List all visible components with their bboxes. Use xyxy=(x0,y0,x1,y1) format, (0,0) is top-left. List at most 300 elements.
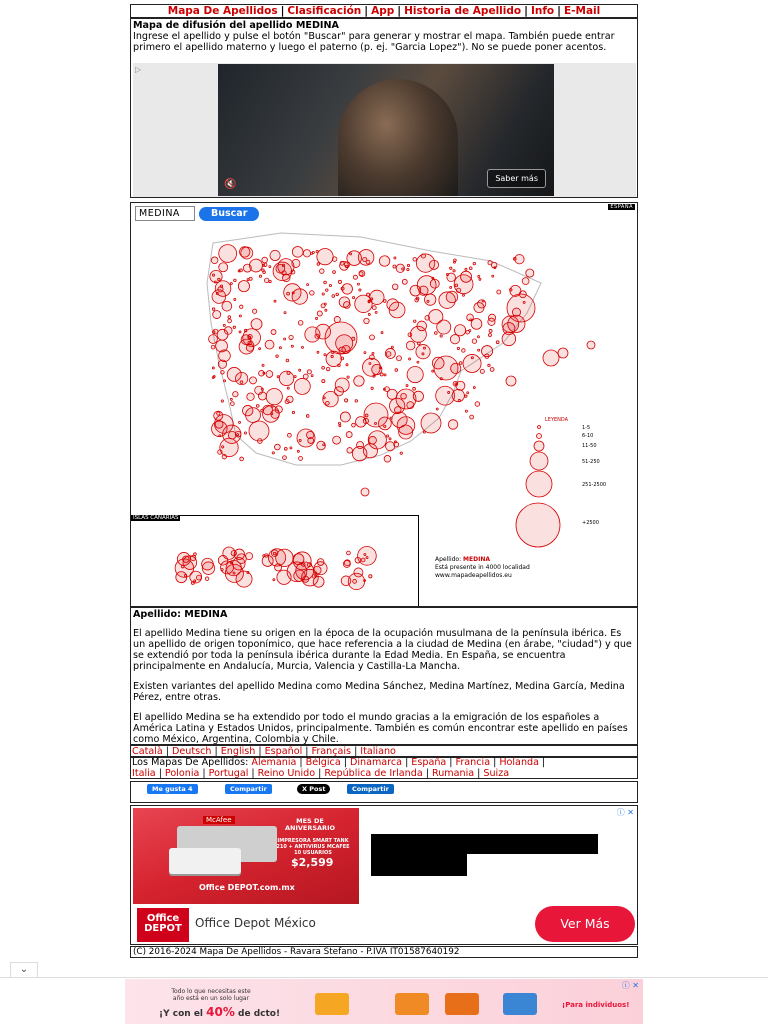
redacted-block xyxy=(371,834,598,854)
distribution-dot xyxy=(496,341,499,344)
distribution-dot xyxy=(290,447,292,449)
distribution-dot xyxy=(394,257,396,259)
distribution-dot xyxy=(262,364,264,366)
map-link[interactable]: Alemania xyxy=(251,757,297,768)
distribution-dot xyxy=(211,345,215,349)
legend-circle xyxy=(530,452,548,470)
info-presence: Está presente in 4000 localidad xyxy=(435,564,530,571)
distribution-dot xyxy=(212,274,214,276)
facebook-share-button[interactable]: Compartir xyxy=(225,784,272,794)
distribution-dot xyxy=(587,341,595,349)
distribution-dot xyxy=(284,338,286,340)
distribution-dot xyxy=(212,367,214,369)
nav-email[interactable]: E-Mail xyxy=(563,5,601,17)
legend-circle xyxy=(526,471,552,497)
distribution-dot xyxy=(473,262,475,264)
distribution-dot xyxy=(338,364,341,367)
distribution-dot xyxy=(407,367,423,383)
distribution-dot xyxy=(323,391,338,406)
distribution-dot xyxy=(224,380,226,382)
banner-card xyxy=(445,993,479,1015)
distribution-dot xyxy=(477,336,479,338)
distribution-dot xyxy=(271,330,276,335)
distribution-dot xyxy=(307,370,311,374)
banner-close-icon[interactable]: ⓘ ✕ xyxy=(621,981,639,990)
distribution-dot xyxy=(402,279,407,284)
distribution-dot xyxy=(416,345,430,359)
distribution-dot xyxy=(210,270,222,282)
distribution-dot xyxy=(263,271,266,274)
distribution-dot xyxy=(217,329,228,340)
legend-label: 11-50 xyxy=(582,443,597,449)
distribution-dot xyxy=(470,415,474,419)
nav-separator: | xyxy=(557,5,561,17)
distribution-dot xyxy=(497,290,501,294)
distribution-dot xyxy=(259,348,261,350)
distribution-dot xyxy=(325,322,357,354)
distribution-dot xyxy=(278,259,294,275)
distribution-dot xyxy=(319,269,324,274)
distribution-dot xyxy=(275,444,281,450)
ver-mas-button[interactable]: Ver Más xyxy=(535,906,635,942)
divider xyxy=(0,977,768,978)
distribution-dot xyxy=(372,306,376,310)
distribution-dot xyxy=(240,305,243,308)
distribution-dot xyxy=(221,371,225,375)
distribution-dot xyxy=(482,300,484,302)
linkedin-share-button[interactable]: Compartir xyxy=(347,784,394,794)
distribution-dot xyxy=(488,334,491,337)
distribution-dot xyxy=(324,281,327,284)
distribution-dot xyxy=(233,392,238,397)
distribution-dot xyxy=(479,278,481,280)
nav-info[interactable]: Info xyxy=(530,5,555,17)
distribution-dot xyxy=(472,339,476,343)
distribution-dot xyxy=(294,376,296,378)
distribution-dot xyxy=(294,378,310,394)
lang-deutsch[interactable]: Deutsch xyxy=(172,746,212,757)
banner-line2: ¡Y con el 40% de dcto! xyxy=(159,1005,281,1019)
map-link[interactable]: Francia xyxy=(455,757,491,768)
distribution-dot xyxy=(396,389,416,409)
intro-title: Mapa de difusión del apellido MEDINA xyxy=(133,20,339,31)
distribution-dot xyxy=(269,266,271,268)
distribution-dot xyxy=(425,316,430,321)
distribution-dot xyxy=(490,367,494,371)
distribution-dot xyxy=(238,270,240,272)
distribution-dot xyxy=(462,294,464,296)
legend-label: 51-250 xyxy=(582,459,600,465)
distribution-dot xyxy=(386,442,395,451)
distribution-dot xyxy=(223,425,241,443)
map-link[interactable]: Holanda xyxy=(499,757,539,768)
distribution-dot xyxy=(249,277,252,280)
distribution-dot xyxy=(409,358,411,360)
lang-catala[interactable]: Català xyxy=(132,746,163,757)
distribution-dot xyxy=(230,398,232,400)
map-link[interactable]: Dinamarca xyxy=(349,757,403,768)
distribution-dot xyxy=(390,417,392,419)
distribution-dot xyxy=(465,410,467,412)
distribution-dot xyxy=(450,335,459,344)
distribution-dot xyxy=(413,387,416,390)
distribution-dot xyxy=(471,357,473,359)
distribution-dot xyxy=(272,452,274,454)
distribution-dot xyxy=(364,318,369,323)
distribution-dot xyxy=(283,456,287,460)
banner-line1: Todo lo que necesitas este año está en un solo lugar xyxy=(171,988,251,1002)
distribution-dot xyxy=(255,386,263,394)
distribution-dot xyxy=(455,325,466,336)
mute-icon[interactable]: 🔇 xyxy=(224,179,237,190)
distribution-dot xyxy=(469,267,472,270)
distribution-dot xyxy=(209,335,218,344)
distribution-dot xyxy=(358,250,374,266)
distribution-dot xyxy=(297,450,299,452)
language-links: Català | Deutsch | English | Español | Français | Italiano xyxy=(130,745,638,757)
distribution-dot xyxy=(406,385,408,387)
office-depot-logo[interactable]: Office DEPOT xyxy=(137,908,189,942)
distribution-dot xyxy=(276,355,279,358)
distribution-dot xyxy=(305,327,320,342)
distribution-dot xyxy=(434,356,458,380)
ad-price: $2,599 xyxy=(291,856,334,869)
distribution-dot xyxy=(211,257,218,264)
nav-app[interactable]: App xyxy=(371,5,395,17)
lang-espanol[interactable]: Español xyxy=(264,746,303,757)
distribution-dot xyxy=(333,436,341,444)
distribution-dot xyxy=(332,257,337,262)
distribution-dot xyxy=(214,411,223,420)
nav-separator: | xyxy=(364,5,369,17)
distribution-dot xyxy=(222,446,224,448)
distribution-dot xyxy=(266,371,273,378)
distribution-dot xyxy=(413,258,417,262)
article-paragraph: Existen variantes del apellido Medina como Medina Sánchez, Medina Martínez, Medina García, Medina Pérez, entre otras. xyxy=(133,681,625,703)
distribution-dot xyxy=(326,289,328,291)
distribution-dot xyxy=(219,245,237,263)
distribution-dot xyxy=(381,332,383,334)
map-link[interactable]: República de Irlanda xyxy=(324,767,423,779)
map-link[interactable]: Reino Unido xyxy=(257,767,316,779)
legend-label: 1-5 xyxy=(582,425,591,431)
distribution-dot xyxy=(271,413,273,415)
distribution-dot xyxy=(344,302,351,309)
nav-separator: | xyxy=(397,5,402,17)
distribution-dot xyxy=(234,298,236,300)
distribution-dot xyxy=(389,438,391,440)
distribution-dot xyxy=(234,279,237,282)
distribution-dot xyxy=(473,387,475,389)
distribution-dot xyxy=(434,332,437,335)
distribution-dot xyxy=(298,320,303,325)
distribution-dot xyxy=(478,275,480,277)
info-site: www.mapadeapellidos.eu xyxy=(435,572,512,579)
distribution-dot xyxy=(325,309,327,311)
copyright: (C) 2016-2024 Mapa De Apellidos - Ravara Stefano - P.IVA IT01587640192 xyxy=(130,946,638,958)
distribution-dot xyxy=(475,402,480,407)
distribution-dot xyxy=(488,364,490,366)
legend-circle xyxy=(538,426,541,429)
distribution-dot xyxy=(341,357,344,360)
map-link[interactable]: Polonia xyxy=(164,767,200,779)
distribution-dot xyxy=(244,329,247,332)
distribution-dot xyxy=(346,432,352,438)
distribution-dot xyxy=(364,403,388,427)
map-panel xyxy=(130,202,638,607)
distribution-dot xyxy=(333,271,336,274)
distribution-dot xyxy=(352,297,354,299)
distribution-dot xyxy=(279,347,281,349)
distribution-dot xyxy=(270,250,280,260)
distribution-dot xyxy=(284,447,287,450)
distribution-dot xyxy=(392,284,398,290)
distribution-dot xyxy=(269,280,271,282)
maps-label: Los Mapas De Apellidos: xyxy=(132,757,249,768)
distribution-dot xyxy=(247,279,249,281)
distribution-dot xyxy=(264,278,268,282)
ad-close-icon[interactable]: ⓘ ✕ xyxy=(616,808,634,817)
distribution-dot xyxy=(230,283,232,285)
banner-card xyxy=(395,993,429,1015)
distribution-dot xyxy=(446,291,458,303)
legend-label: 6-10 xyxy=(582,433,594,439)
canarias-inset xyxy=(131,515,419,606)
distribution-dot xyxy=(322,366,325,369)
distribution-dot xyxy=(397,356,402,361)
chevron-down-icon[interactable]: ⌄ xyxy=(10,962,38,977)
distribution-dot xyxy=(350,253,352,255)
ad-store: Office DEPOT.com.mx xyxy=(199,883,295,892)
distribution-dot xyxy=(279,371,294,386)
distribution-dot xyxy=(506,376,516,386)
distribution-dot xyxy=(421,413,441,433)
distribution-dot xyxy=(222,454,227,459)
distribution-dot xyxy=(391,346,393,348)
distribution-dot xyxy=(357,283,359,285)
distribution-dot xyxy=(259,275,261,277)
nav-mapa-de-apellidos[interactable]: Mapa De Apellidos xyxy=(167,5,278,17)
distribution-dot xyxy=(492,275,494,277)
distribution-dot xyxy=(292,411,294,413)
distribution-dot xyxy=(386,352,391,357)
video-ad[interactable] xyxy=(133,63,636,197)
legend-circle xyxy=(537,434,542,439)
distribution-dot xyxy=(370,290,384,304)
article-heading: Apellido: MEDINA xyxy=(133,609,228,620)
distribution-dot xyxy=(336,293,339,296)
distribution-dot xyxy=(215,420,223,428)
legend-title: LEYENDA xyxy=(545,417,569,423)
nav-separator: | xyxy=(280,5,285,17)
distribution-dot xyxy=(311,253,313,255)
surname-input[interactable] xyxy=(135,206,195,221)
mcafee-badge: McAfee xyxy=(203,816,235,824)
distribution-dot xyxy=(347,376,349,378)
distribution-dot xyxy=(326,367,330,371)
distribution-dot xyxy=(338,422,340,424)
banner-right-text: ¡Para individuos! xyxy=(562,1001,630,1009)
distribution-dot xyxy=(416,254,434,272)
distribution-dot xyxy=(292,289,307,304)
distribution-dot xyxy=(317,263,320,266)
map-link[interactable]: Rumania xyxy=(431,767,475,779)
distribution-dot xyxy=(485,354,489,358)
office-depot-ad[interactable] xyxy=(130,805,638,945)
distribution-dot xyxy=(364,352,366,354)
distribution-dot xyxy=(448,391,450,393)
legend-circle xyxy=(534,441,544,451)
distribution-dot xyxy=(292,246,303,257)
distribution-dot xyxy=(244,432,246,434)
map-link[interactable]: Bélgica xyxy=(305,757,341,768)
distribution-dot xyxy=(355,400,358,403)
distribution-dot xyxy=(277,376,279,378)
distribution-dot xyxy=(219,263,228,272)
x-post-button[interactable]: X Post xyxy=(297,784,330,794)
distribution-dot xyxy=(368,301,370,303)
distribution-dot xyxy=(240,381,243,384)
distribution-dot xyxy=(340,261,349,270)
video-frame xyxy=(338,79,458,196)
distribution-dot xyxy=(543,350,559,366)
nav-clasificacion[interactable]: Clasificación xyxy=(287,5,362,17)
distribution-dot xyxy=(467,392,469,394)
distribution-dot xyxy=(462,349,466,353)
distribution-dot xyxy=(424,294,435,305)
distribution-dot xyxy=(231,402,235,406)
distribution-dot xyxy=(291,345,293,347)
saber-mas-button[interactable]: Saber más xyxy=(487,169,546,188)
distribution-dot xyxy=(246,344,253,351)
distribution-dot xyxy=(212,308,215,311)
distribution-dot xyxy=(248,334,253,339)
ad-product: IMPRESORA SMART TANK 210 + ANTIVIRUS MCAFEE 10 USUARIOS xyxy=(276,838,350,856)
distribution-dot xyxy=(432,370,434,372)
ad-image[interactable] xyxy=(133,808,359,904)
distribution-dot xyxy=(359,289,361,291)
intro-section xyxy=(130,18,638,198)
distribution-dot xyxy=(474,302,484,312)
top-nav xyxy=(130,4,638,18)
distribution-dot xyxy=(315,317,317,319)
bottom-banner-ad[interactable] xyxy=(125,979,643,1024)
distribution-dot xyxy=(243,264,251,272)
ad-brand[interactable]: Office Depot México xyxy=(195,916,316,930)
video-player[interactable] xyxy=(218,64,554,196)
distribution-dot xyxy=(310,291,315,296)
distribution-dot xyxy=(447,273,456,282)
ad-choices-icon[interactable]: ▷ xyxy=(135,65,142,74)
distribution-dot xyxy=(219,350,231,362)
lang-francais[interactable]: Français xyxy=(311,746,352,757)
article-paragraph: El apellido Medina tiene su origen en la época de la ocupación musulmana de la península ibérica. Es un apellido de origen toponímico, que hace referencia a la ciudad de Medina (en árabe, "ciudad") y que se extendió por toda la península ibérica durante la Edad Media. En España, se encuentra principalmente en Andalucía, Murcia, Valencia y Castilla-La Mancha. xyxy=(133,628,632,672)
distribution-dot xyxy=(480,369,484,373)
distribution-dot xyxy=(375,311,377,313)
distribution-dot xyxy=(379,256,390,267)
distribution-dot xyxy=(332,295,335,298)
distribution-dot xyxy=(223,324,225,326)
map-link[interactable]: Portugal xyxy=(208,767,249,779)
distribution-dot xyxy=(340,412,350,422)
distribution-dot xyxy=(465,395,467,397)
distribution-dot xyxy=(222,301,232,311)
distribution-dot xyxy=(316,250,318,252)
country-maps-links: Los Mapas De Apellidos: Alemania | Bélgica | Dinamarca | España | Francia | Holanda | Italia | Polonia | Portugal | Reino Unido | República de Irlanda | Rumania | Suiza xyxy=(130,757,638,779)
distribution-dot xyxy=(407,268,409,270)
intro-text: Ingrese el apellido y pulse el botón "Buscar" para generar y mostrar el mapa. También puede entrar primero el apellido materno y luego el paterno (p. ej. "Garcia Lopez"). No se puede poner acentos. xyxy=(133,31,615,53)
distribution-dot xyxy=(415,298,419,302)
distribution-dot xyxy=(287,396,294,403)
distribution-dot xyxy=(286,359,289,362)
distribution-dot xyxy=(515,255,524,264)
distribution-dot xyxy=(410,285,421,296)
distribution-dot xyxy=(507,294,535,322)
distribution-dot xyxy=(323,444,325,446)
distribution-dot xyxy=(329,284,331,286)
lang-english[interactable]: English xyxy=(220,746,256,757)
distribution-dot xyxy=(362,358,380,376)
distribution-dot xyxy=(453,261,455,263)
espana-label: ESPAÑA xyxy=(610,204,633,210)
distribution-dot xyxy=(265,340,274,349)
distribution-dot xyxy=(522,278,529,285)
lang-italiano[interactable]: Italiano xyxy=(360,746,396,757)
nav-historia[interactable]: Historia de Apellido xyxy=(404,5,522,17)
distribution-dot xyxy=(363,444,377,458)
distribution-dot xyxy=(239,421,241,423)
distribution-dot xyxy=(247,393,255,401)
distribution-dot xyxy=(251,319,262,330)
distribution-dot xyxy=(342,284,353,295)
distribution-dot xyxy=(368,313,370,315)
distribution-dot xyxy=(212,331,215,334)
distribution-dot xyxy=(448,420,458,430)
distribution-dot xyxy=(263,372,265,374)
distribution-dot xyxy=(346,364,348,366)
distribution-dot xyxy=(227,367,241,381)
redacted-block xyxy=(371,854,467,876)
distribution-dot xyxy=(213,310,221,318)
distribution-dot xyxy=(387,435,389,437)
distribution-dot xyxy=(406,341,415,350)
distribution-dot xyxy=(214,281,216,283)
distribution-dot xyxy=(213,376,215,378)
distribution-dot xyxy=(352,423,356,427)
map-link[interactable]: España xyxy=(411,757,447,768)
distribution-dot xyxy=(347,448,353,454)
distribution-dot xyxy=(321,304,325,308)
banner-card xyxy=(315,993,349,1015)
distribution-dot xyxy=(252,309,256,313)
distribution-dot xyxy=(450,286,452,288)
distribution-dot xyxy=(384,455,391,462)
distribution-dot xyxy=(402,268,404,270)
distribution-dot xyxy=(436,408,438,410)
distribution-dot xyxy=(389,302,405,318)
distribution-dot xyxy=(249,377,256,384)
surname-article xyxy=(130,607,638,745)
map-link[interactable]: Italia xyxy=(132,767,156,779)
map-link[interactable]: Suiza xyxy=(483,767,510,779)
search-bar xyxy=(135,206,259,221)
distribution-dot xyxy=(317,311,322,316)
distribution-dot xyxy=(301,346,303,348)
facebook-like-button[interactable]: Me gusta 4 xyxy=(147,784,198,794)
distribution-dot xyxy=(414,320,416,322)
distribution-dot xyxy=(303,250,310,257)
buscar-button[interactable]: Buscar xyxy=(199,207,259,221)
